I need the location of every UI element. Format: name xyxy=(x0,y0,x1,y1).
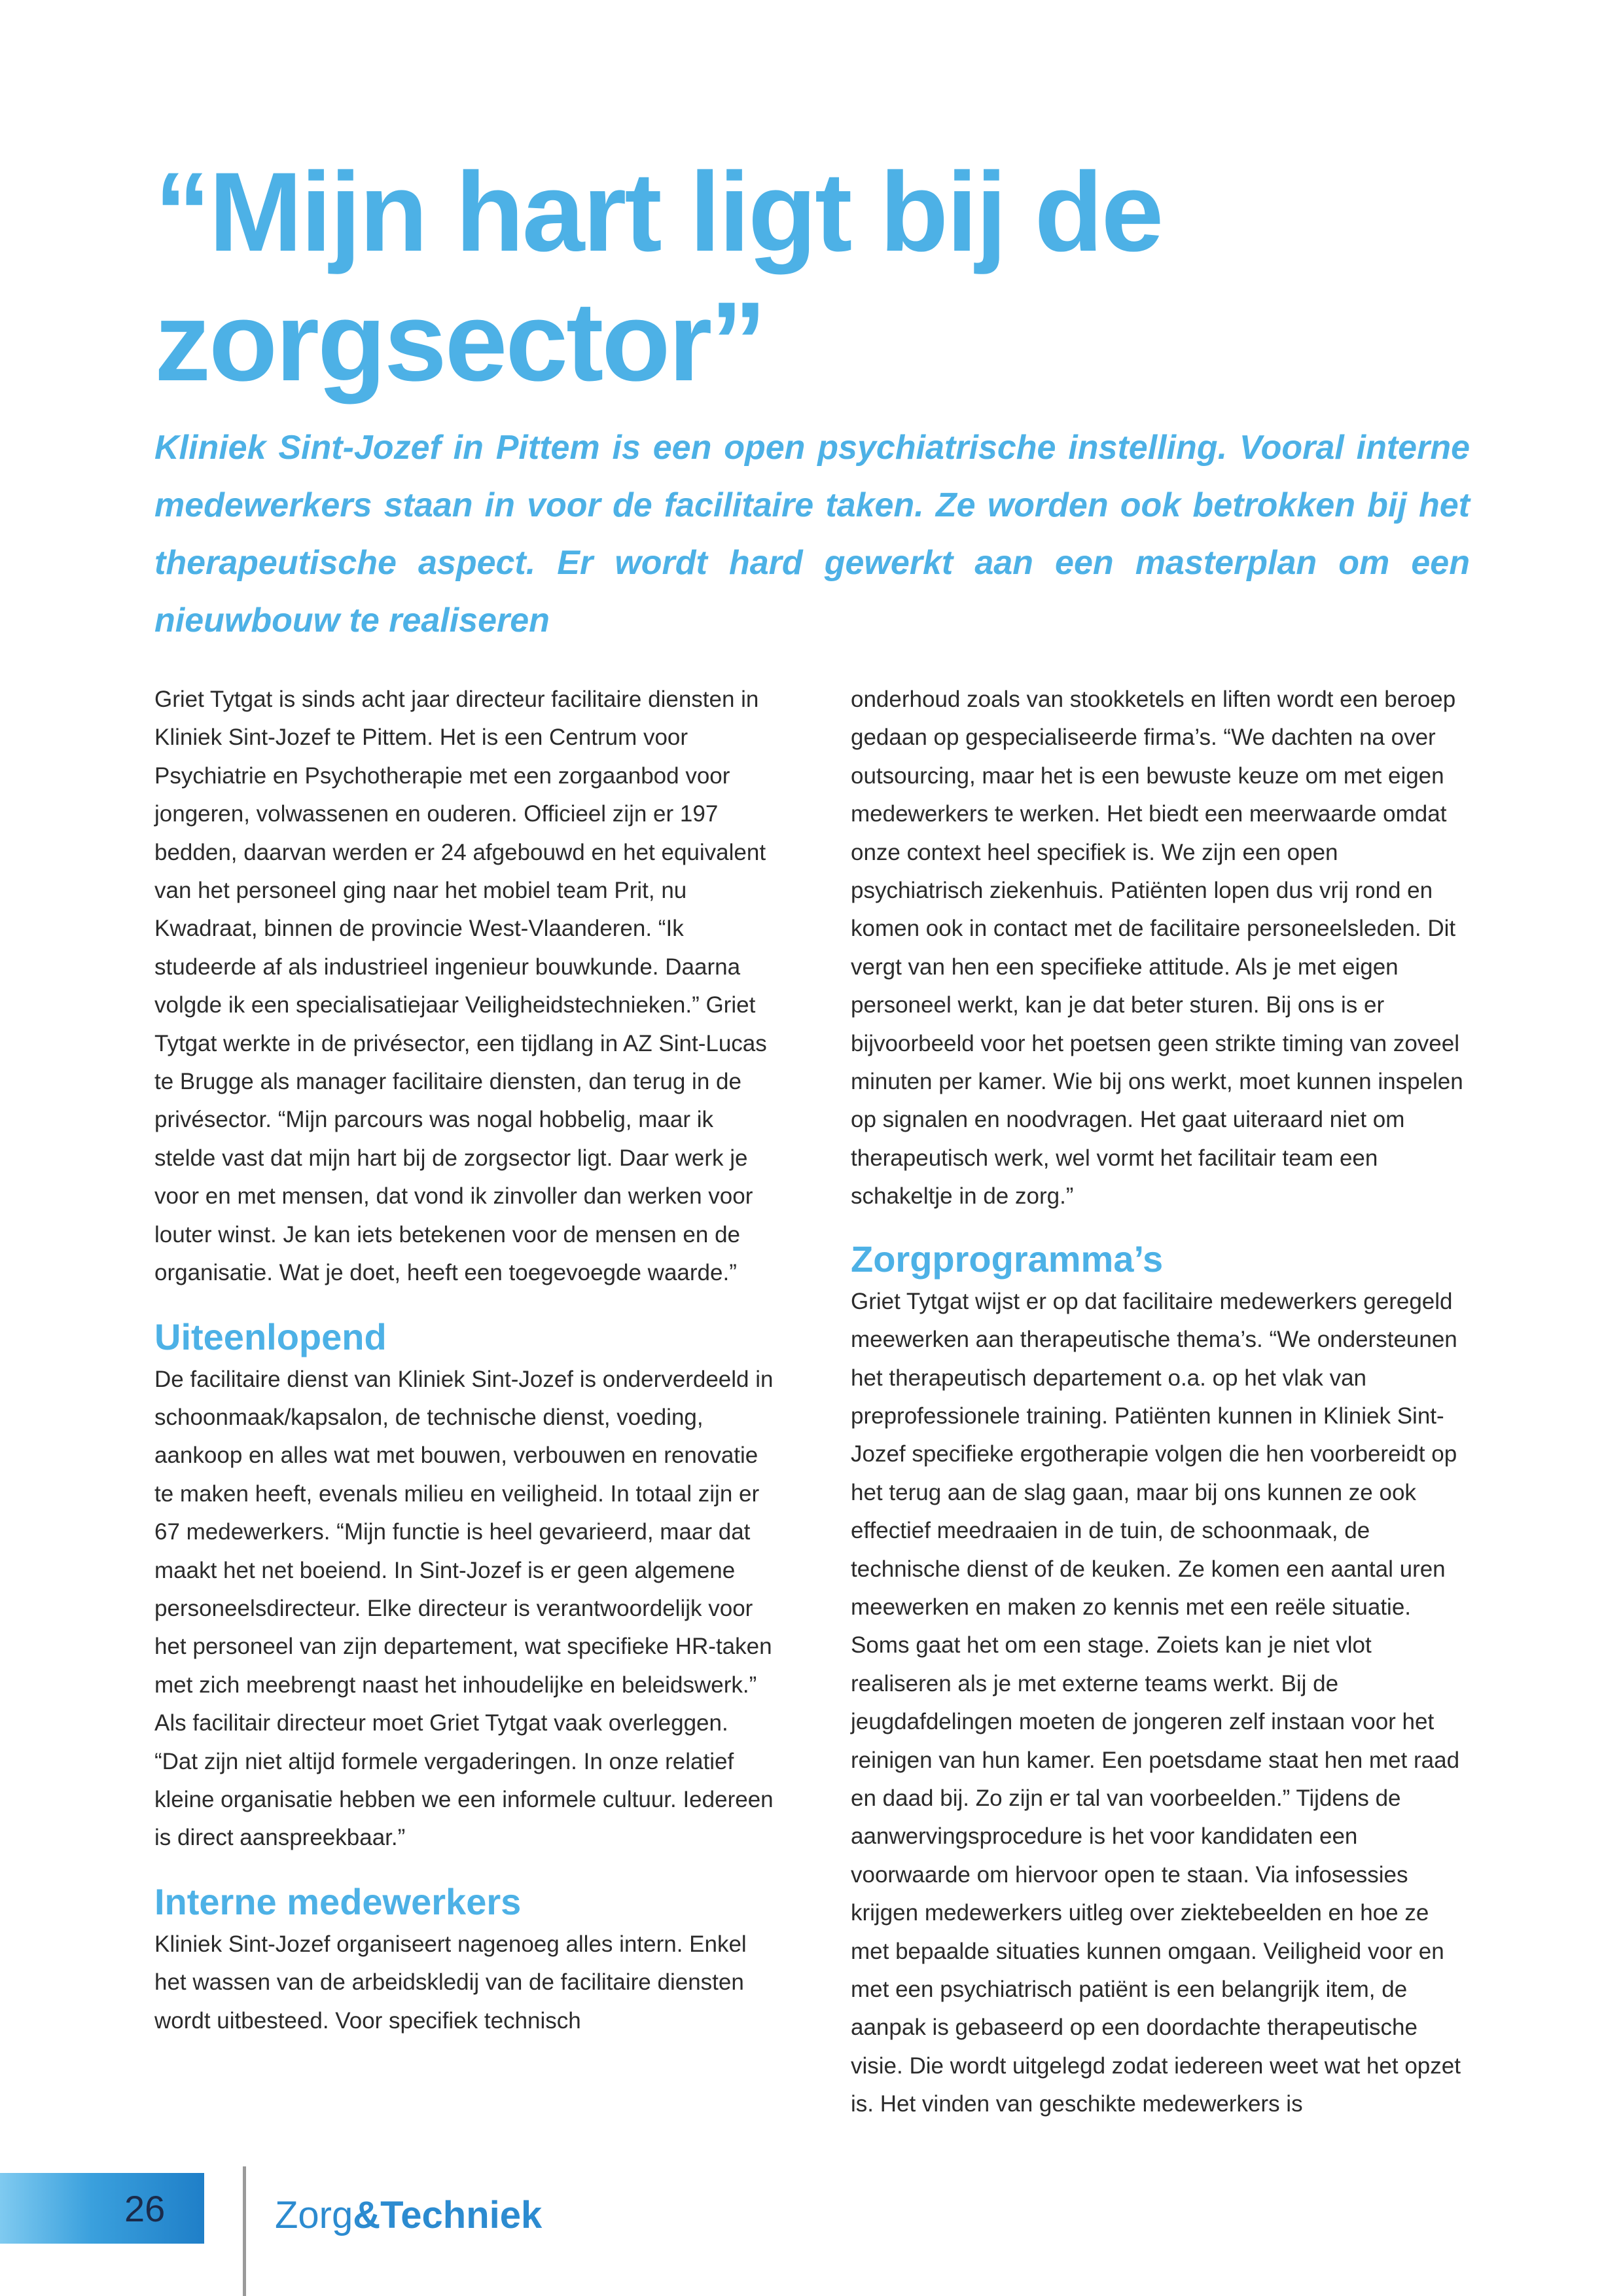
brand-part-zorg: Zorg xyxy=(275,2194,353,2236)
section-heading-interne-medewerkers: Interne medewerkers xyxy=(154,1880,522,1922)
brand-ampersand: & xyxy=(353,2194,381,2236)
article-lead: Kliniek Sint-Jozef in Pittem is een open psychiatrische instelling. Vooral interne medewerkers staan in voor de facilitaire taken. Ze worden ook betrokken bij het therapeutische aspect. Er wordt hard gewerkt aan een masterplan om een nieuwbouw te realiseren xyxy=(154,429,1470,639)
section-heading-uiteenlopend: Uiteenlopend xyxy=(154,1316,387,1357)
continuation-paragraph: onderhoud zoals van stookketels en liften wordt een beroep gedaan op gespecialiseerde firma’s. “We dachten na over outsourcing, maar het is een bewuste keuze om met eigen medewerkers te werken. Het biedt een meerwaarde omdat onze context heel specifiek is. We zijn een open psychiatrisch ziekenhuis. Patiënten lopen dus vrij rond en komen ook in contact met de facilitaire personeelsleden. Dit vergt van hen een specifieke attitude. Als je met eigen personeel werkt, kan je dat beter sturen. Bij ons is er bijvoorbeeld voor het poetsen geen strikte timing van zoveel minuten per kamer. Wie bij ons werkt, moet kunnen inspelen op signalen en noodvragen. Het gaat uiteraard niet om therapeutisch werk, wel vormt het facilitair team een schakeltje in de zorg.” xyxy=(851,687,1463,1210)
section-paragraph-zorgprogrammas: Griet Tytgat wijst er op dat facilitaire medewerkers geregeld meewerken aan therapeutische thema’s. “We ondersteunen het therapeutisch departement o.a. op het vlak van preprofessionele training. Patiënten kunnen in Kliniek Sint-Jozef specifieke ergotherapie volgen die hen voorbereidt op het terug aan de slag gaan, maar bij ons kunnen ze ook effectief meedraaien in de tuin, de schoonmaak, de technische dienst of de keuken. Ze komen een aantal uren meewerken en maken zo kennis met een reële situatie. Soms gaat het om een stage. Zoiets kan je niet vlot realiseren als je met externe teams werkt. Bij de jeugdafdelingen moeten de jongeren zelf instaan voor het reinigen van hun kamer. Een poetsdame staat hen met raad en daad bij. Zo zijn er tal van voorbeelden.” Tijdens de aanwervingsprocedure is het voor kandidaten een voorwaarde om hiervoor open te staan. Via infosessies krijgen medewerkers uitleg over ziektebeelden en hoe ze met bepaalde situaties kunnen omgaan. Veiligheid voor en met een psychiatrisch patiënt is een belangrijk item, de aanpak is gebaseerd op een doordachte therapeutische visie. Die wordt uitgelegd zodat iedereen weet wat het opzet is. Het vinden van geschikte medewerkers is xyxy=(851,1288,1461,2117)
section-paragraph-uiteenlopend: De facilitaire dienst van Kliniek Sint-Jozef is onderverdeeld in schoonmaak/kapsalon, de technische dienst, voeding, aankoop en alles wat met bouwen, verbouwen en renovatie te maken heeft, evenals milieu en veiligheid. In totaal zijn er 67 medewerkers. “Mijn functie is heel gevarieerd, maar dat maakt het net boeiend. In Sint-Jozef is er geen algemene personeelsdirecteur. Elke directeur is verantwoordelijk voor het personeel van zijn departement, wat specifieke HR-taken met zich meebrengt naast het inhoudelijke en beleidswerk.” Als facilitair directeur moet Griet Tytgat vaak overleggen. “Dat zijn niet altijd formele vergaderingen. In onze relatief kleine organisatie hebben we een informele cultuur. Iedereen is direct aanspreekbaar.” xyxy=(154,1366,774,1851)
section-paragraph-interne-medewerkers: Kliniek Sint-Jozef organiseert nagenoeg alles intern. Enkel het wassen van de arbeidskledij van de facilitaire diensten wordt uitbesteed. Voor specifiek technisch xyxy=(154,1931,747,2034)
section-heading-zorgprogrammas: Zorgprogramma’s xyxy=(851,1238,1164,1280)
intro-paragraph: Griet Tytgat is sinds acht jaar directeur facilitaire diensten in Kliniek Sint-Jozef te Pittem. Het is een Centrum voor Psychiatrie en Psychotherapie met een zorgaanbod voor jongeren, volwassenen en ouderen. Officieel zijn er 197 bedden, daarvan werden er 24 afgebouwd en het equivalent van het personeel ging naar het mobiel team Prit, nu Kwadraat, binnen de provincie West-Vlaanderen. “Ik studeerde af als industrieel ingenieur bouwkunde. Daarna volgde ik een specialisatiejaar Veiligheidstechnieken.” Griet Tytgat werkte in de privésector, een tijdlang in AZ Sint-Lucas te Brugge als manager facilitaire diensten, dan terug in de privésector. “Mijn parcours was nogal hobbelig, maar ik stelde vast dat mijn hart bij de zorgsector ligt. Daar werk je voor en met mensen, dat vond ik zinvoller dan werken voor louter winst. Je kan iets betekenen voor de mensen en de organisatie. Wat je doet, heeft een toegevoegde waarde.” xyxy=(154,687,767,1286)
left-column xyxy=(154,681,776,2040)
page-number: 26 xyxy=(124,2188,166,2229)
article-headline: “Mijn hart ligt bij de zorgsector” xyxy=(154,149,1162,404)
right-column xyxy=(851,681,1472,2124)
magazine-brand xyxy=(275,2193,542,2238)
footer-divider xyxy=(243,2166,246,2296)
brand-part-techniek: Techniek xyxy=(380,2194,543,2236)
